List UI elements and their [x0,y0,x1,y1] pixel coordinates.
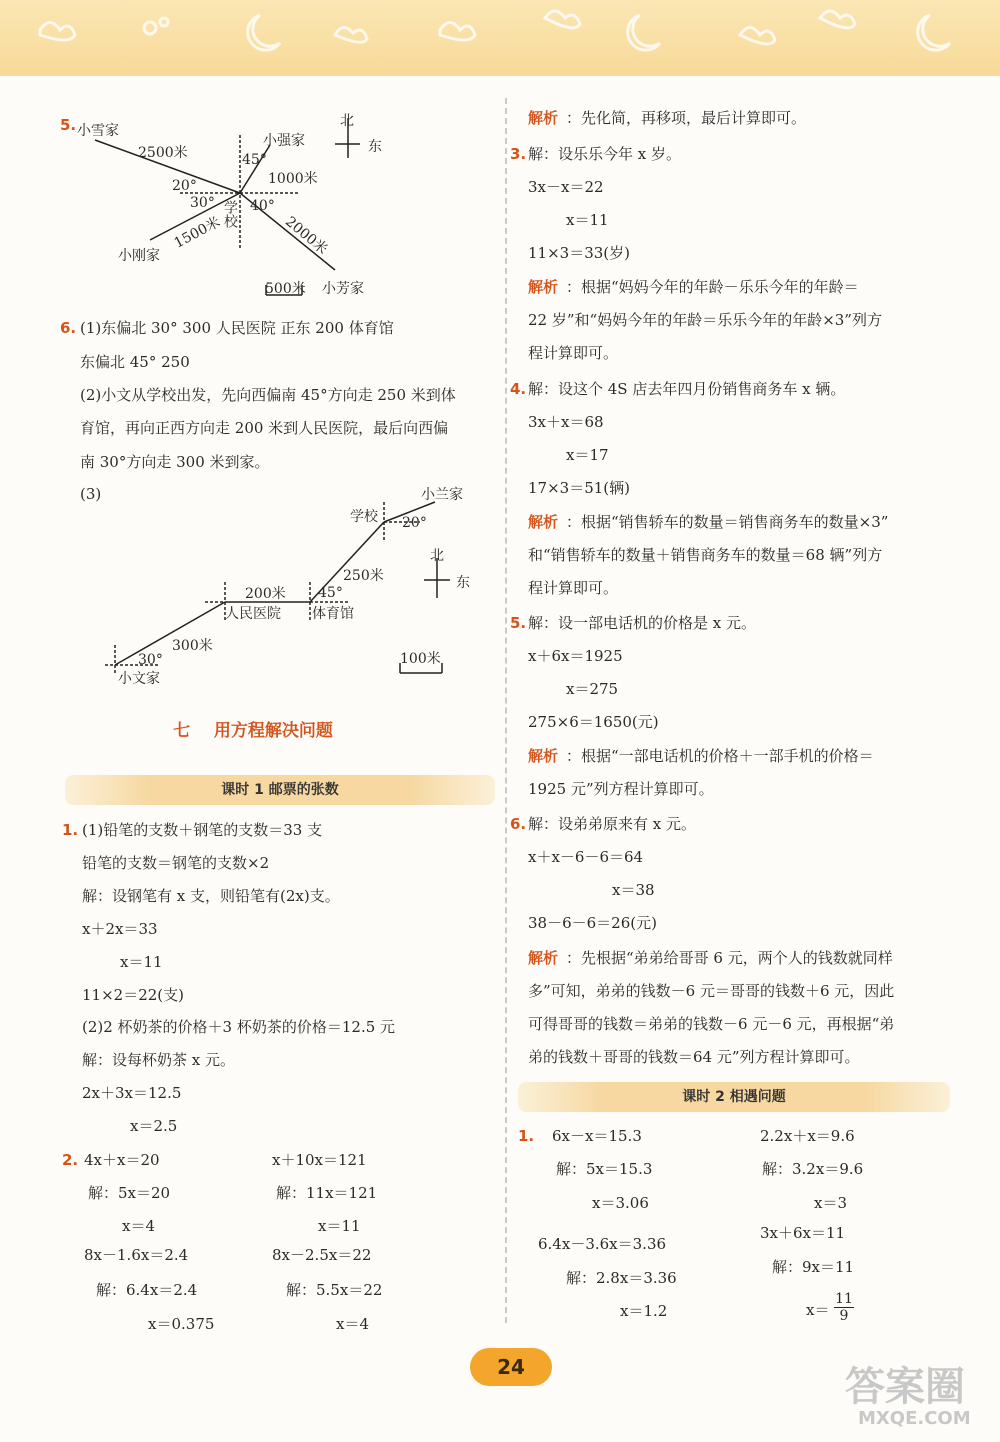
r-q6-jx: 多”可知，弟弟的钱数－6 元＝哥哥的钱数＋6 元，因此 [528,982,895,1000]
page-number: 24 [470,1348,552,1386]
r-q5-line: 275×6＝1650(元) [528,713,659,731]
l1q2-left: 8x－1.6x＝2.4 [84,1246,189,1264]
l2q1-right: 解：9x＝11 [772,1258,855,1276]
l1q2-left: 解：5x＝20 [88,1184,171,1202]
section-name: 用方程解决问题 [213,721,333,741]
l2q1-right: 解：3.2x＝9.6 [762,1160,864,1178]
q6-school-label: 学校 [350,509,378,525]
watermark-url: MXQE.COM [858,1408,971,1429]
q6-dist-300: 300米 [172,638,213,654]
q5-xiaoqiang-label: 小强家 [263,133,305,149]
q5-school-label: 学校 [222,200,238,228]
q5-dist-1500: 1500米 [171,214,223,252]
l2q1-right: 2.2x＋x＝9.6 [760,1127,855,1145]
r-q4-jx-label: 解析 [528,513,559,531]
q6-dist-200: 200米 [245,586,286,602]
l2q1-left: 解：5x＝15.3 [556,1160,653,1178]
q6-east-label: 东 [456,575,470,591]
l1q1-number: 1. [62,821,79,839]
l1q1-line: x＝11 [120,953,163,971]
r-q5-jx-label: 解析 [528,747,559,765]
l2q1-right: 3x＋6x＝11 [760,1224,846,1242]
r-q3-jx-label: 解析 [528,278,559,296]
q5-east-label: 东 [368,139,382,155]
l2q1-right: x＝3 [814,1194,848,1212]
column-divider [505,98,507,1323]
q5-xiaofang-label: 小芳家 [322,281,364,297]
q6-xiaolan-label: 小兰家 [421,487,463,503]
l1q2-left: x＝4 [122,1217,156,1235]
q6-line4: 育馆，再向正西方向走 200 米到人民医院，最后向西偏 [80,419,449,437]
l2q1-number: 1. [518,1127,535,1145]
q5-number: 5. [60,116,77,134]
r-q3-line: 解：设乐乐今年 x 岁。 [528,145,681,163]
r-q5-line: 解：设一部电话机的价格是 x 元。 [528,614,756,632]
q6-line6: (3) [80,485,102,503]
q6-gym-label: 体育馆 [312,606,354,622]
l1q2-left: 4x＋x＝20 [84,1151,160,1169]
jx0-text: ：先化简，再移项，最后计算即可。 [566,109,807,127]
l2q1-left: x＝1.2 [620,1302,668,1320]
watermark-logo: 答案圈 [845,1364,965,1410]
r-q5-jx: ：根据“一部电话机的价格＋一部手机的价格＝ [566,747,874,765]
r-q4-line: x＝17 [566,446,609,464]
l1q1-line: 铅笔的支数＝钢笔的支数×2 [82,854,270,872]
q6-scale-label: 100米 [400,651,441,667]
l1q1-line: (1)铅笔的支数＋钢笔的支数＝33 支 [82,821,323,839]
q5-angle-30: 30° [190,195,215,211]
l1q2-left: 解：6.4x＝2.4 [96,1281,198,1299]
q5-angle-20: 20° [172,178,197,194]
q5-dist-2000: 2000米 [282,213,331,258]
q6-line5: 南 30°方向走 300 米到家。 [80,453,270,471]
banner-edge [0,76,1000,94]
r-q4-jx: 和“销售轿车的数量＋销售商务车的数量＝68 辆”列方 [528,546,883,564]
r-q5-jx: 1925 元”列方程计算即可。 [528,780,714,798]
q6-xiaowen-label: 小文家 [118,671,160,687]
l1q1-line: 2x＋3x＝12.5 [82,1084,182,1102]
q6-north-label: 北 [430,548,444,564]
jx0-label: 解析 [528,109,559,127]
r-q4-number: 4. [510,380,527,398]
r-q6-line: 38－6－6＝26(元) [528,914,657,932]
r-q6-number: 6. [510,815,527,833]
r-q3-number: 3. [510,145,527,163]
q5-angle-45: 45° [242,152,267,168]
q5-scale-label: 500米 [265,281,306,297]
r-q6-line: 解：设弟弟原来有 x 元。 [528,815,696,833]
l2q1-right: x＝ [806,1301,830,1319]
q5-dist-1000: 1000米 [268,171,318,187]
q5-xiaoxue-label: 小雪家 [77,123,119,139]
q6-hospital-label: 人民医院 [225,606,281,622]
r-q5-line: x＋6x＝1925 [528,647,623,665]
r-q3-line: 11×3＝33(岁) [528,244,630,262]
r-q4-jx: 程计算即可。 [528,579,619,597]
l1q1-line: 解：设每杯奶茶 x 元。 [82,1051,235,1069]
fraction-numerator: 11 [835,1291,853,1307]
l1q2-number: 2. [62,1151,79,1169]
r-q3-line: x＝11 [566,211,609,229]
l2q1-left: 6.4x－3.6x＝3.36 [538,1235,667,1253]
banner-decoration [0,0,1000,82]
r-q6-line: x＋x－6－6＝64 [528,848,644,866]
r-q6-jx-label: 解析 [528,949,559,967]
q6-line3: (2)小文从学校出发，先向西偏南 45°方向走 250 米到体 [80,386,456,404]
section-title [0,716,506,741]
section-number: 七 [173,721,191,741]
l1q1-line: (2)2 杯奶茶的价格＋3 杯奶茶的价格＝12.5 元 [82,1018,396,1036]
l2q1-left: x＝3.06 [592,1194,649,1212]
l1q2-right: x＝4 [336,1315,370,1333]
l1q2-right: 解：11x＝121 [276,1184,378,1202]
r-q4-line: 解：设这个 4S 店去年四月份销售商务车 x 辆。 [528,380,846,398]
q6-angle-45: 45° [318,585,343,601]
l1q1-line: x＋2x＝33 [82,920,158,938]
q5-dist-2500: 2500米 [138,145,188,161]
l1q1-line: 解：设钢笔有 x 支，则铅笔有(2x)支。 [82,887,340,905]
lesson2-header: 课时 2 相遇问题 [518,1082,950,1112]
l1q1-line: x＝2.5 [130,1117,178,1135]
r-q3-jx: ：根据“妈妈今年的年龄－乐乐今年的年龄＝ [566,278,859,296]
r-q5-line: x＝275 [566,680,619,698]
q5-north-label: 北 [340,113,354,129]
top-banner [0,0,1000,82]
r-q6-jx: 可得哥哥的钱数＝弟弟的钱数－6 元－6 元，再根据“弟 [528,1015,895,1033]
r-q4-line: 3x＋x＝68 [528,413,604,431]
l2q1-left: 6x－x＝15.3 [552,1127,642,1145]
r-q3-jx: 程计算即可。 [528,344,619,362]
r-q4-line: 17×3＝51(辆) [528,479,630,497]
q5-angle-40: 40° [250,198,275,214]
l1q1-line: 11×2＝22(支) [82,986,184,1004]
r-q4-jx: ：根据“销售轿车的数量＝销售商务车的数量×3” [566,513,889,531]
q6-line1: (1)东偏北 30° 300 人民医院 正东 200 体育馆 [80,319,394,337]
q5-xiaogang-label: 小刚家 [118,248,160,264]
r-q6-jx: 弟的钱数＋哥哥的钱数＝64 元”列方程计算即可。 [528,1048,860,1066]
l1q2-right: 解：5.5x＝22 [286,1281,383,1299]
lesson1-header: 课时 1 邮票的张数 [65,775,495,805]
fraction-11-9 [834,1291,854,1324]
q6-line2: 东偏北 45° 250 [80,353,190,371]
r-q6-jx: ：先根据“弟弟给哥哥 6 元，两个人的钱数就同样 [566,949,893,967]
fraction-denominator: 9 [839,1308,849,1324]
l2q1-left: 解：2.8x＝3.36 [566,1269,677,1287]
q6-number: 6. [60,319,77,337]
q6-angle-20: 20° [402,515,427,531]
q6-dist-250: 250米 [343,568,384,584]
r-q6-line: x＝38 [612,881,655,899]
l1q2-right: 8x－2.5x＝22 [272,1246,372,1264]
r-q3-jx: 22 岁”和“妈妈今年的年龄＝乐乐今年的年龄×3”列方 [528,311,882,329]
l1q2-right: x＝11 [318,1217,361,1235]
l1q2-right: x＋10x＝121 [272,1151,367,1169]
l1q2-left: x＝0.375 [148,1315,215,1333]
r-q5-number: 5. [510,614,527,632]
r-q3-line: 3x－x＝22 [528,178,604,196]
q6-angle-30: 30° [138,652,163,668]
